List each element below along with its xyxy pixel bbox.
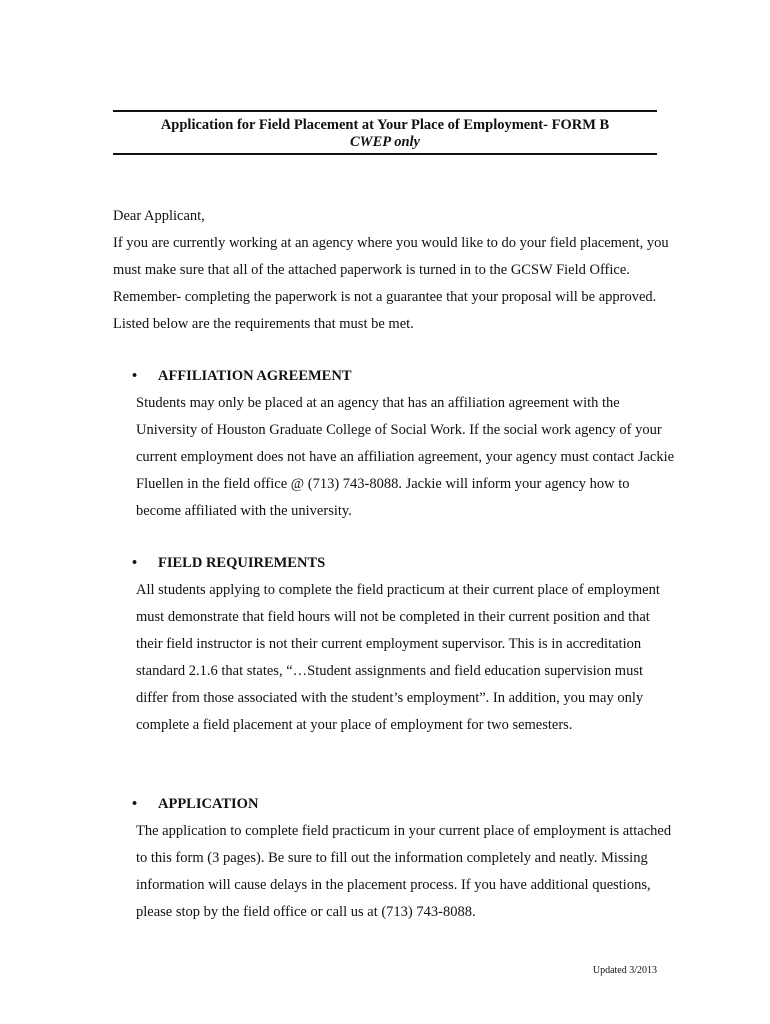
updated-date: Updated 3/2013 [592,965,657,976]
greeting: Dear Applicant, [113,208,205,224]
bullet-icon: • [132,368,138,384]
intro-paragraph: If you are currently working at an agency where you would like to do your field placement, you must make sure that all of the attached paperwork is turned in to the GCSW Field Office. Remember- completing the paperwork is not a guarantee that your proposal will be approved. Listed below are the requirements that must be met. [113,235,669,332]
form-title-block [113,110,657,155]
section-heading-row [132,363,676,390]
section-body: Students may only be placed at an agency that has an affiliation agreement with the University of Houston Graduate College of Social Work. If the social work agency of your current employment does not have an affiliation agreement, your agency must contact Jackie Fluellen in the field office @ (713) 743-8088. Jackie will inform your agency how to become affiliated with the university. [136,395,675,519]
bullet-icon: • [132,555,138,571]
section-heading-row [132,550,676,577]
section-body: All students applying to complete the field practicum at their current place of employment must demonstrate that field hours will not be completed in their current position and that their field instructor is not their current employment supervisor. This is in accreditation standard 2.1.6 that states, “…Student assignments and field education supervision must differ from those associated with the student’s employment”. In addition, you may only complete a field placement at your place of employment for two semesters. [136,582,660,733]
section-affiliation-agreement [132,363,676,525]
form-subtitle: CWEP only [350,134,420,150]
form-title: Application for Field Placement at Your Place of Employment- FORM B [160,117,610,133]
letter-intro [113,203,673,338]
section-heading: FIELD REQUIREMENTS [158,555,326,571]
bullet-icon: • [132,796,138,812]
section-body: The application to complete field practicum in your current place of employment is attached to this form (3 pages). Be sure to fill out the information completely and neatly. Missing information will cause delays in the placement process. If you have additional questions, please stop by the field office or call us at (713) 743-8088. [136,823,672,920]
section-heading-row [132,791,676,818]
section-heading: AFFILIATION AGREEMENT [158,368,352,384]
section-field-requirements [132,550,676,739]
section-heading: APPLICATION [158,796,259,812]
section-application [132,791,676,926]
